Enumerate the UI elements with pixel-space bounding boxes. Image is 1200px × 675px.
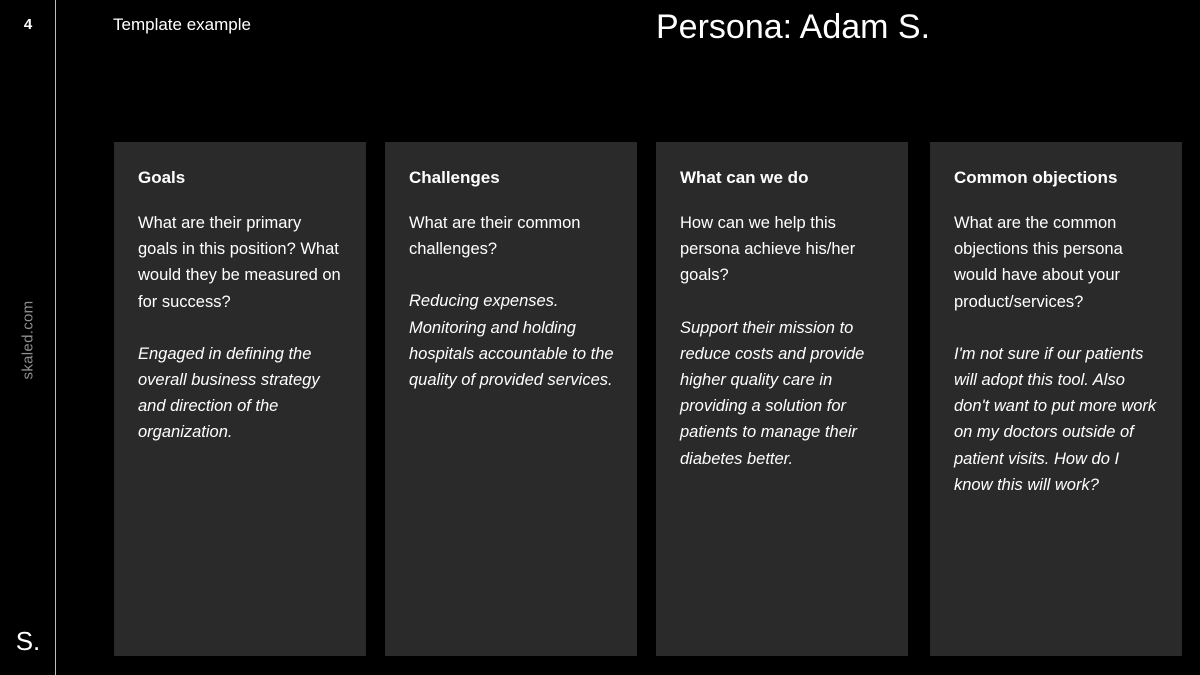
card-answer: Reducing expenses. Monitoring and holding hospitals accountable to the quality of provided services.	[409, 292, 614, 390]
card-question: What are their common challenges?	[409, 214, 581, 259]
card-answer: Support their mission to reduce costs and provide higher quality care in providing a solution for patients to manage their diabetes better.	[680, 318, 865, 468]
card-common-objections	[930, 142, 1182, 656]
card-answer: Engaged in defining the overall business strategy and direction of the organization.	[138, 344, 320, 442]
card-question: How can we help this persona achieve his/her goals?	[680, 214, 856, 285]
brand-logo: S.	[15, 626, 41, 656]
page-title: Persona: Adam S.	[656, 8, 931, 46]
card-what-can-we-do	[656, 142, 908, 656]
card-question: What are the common objections this persona would have about your product/services?	[954, 214, 1123, 311]
card-heading: Goals	[138, 168, 186, 187]
card-answer: I'm not sure if our patients will adopt this tool. Also don't want to put more work on my doctors outside of patient visits. How do I know this will work?	[954, 344, 1157, 494]
left-sidebar	[0, 0, 56, 675]
card-heading: Challenges	[409, 168, 500, 187]
site-label: skaled.com	[19, 300, 37, 380]
card-question: What are their primary goals in this position? What would they be measured on for success?	[138, 214, 341, 311]
slide-number: 4	[23, 16, 33, 33]
template-label: Template example	[113, 15, 251, 34]
card-challenges	[385, 142, 637, 656]
card-heading: What can we do	[680, 168, 809, 187]
card-goals	[114, 142, 366, 656]
card-heading: Common objections	[954, 168, 1118, 187]
